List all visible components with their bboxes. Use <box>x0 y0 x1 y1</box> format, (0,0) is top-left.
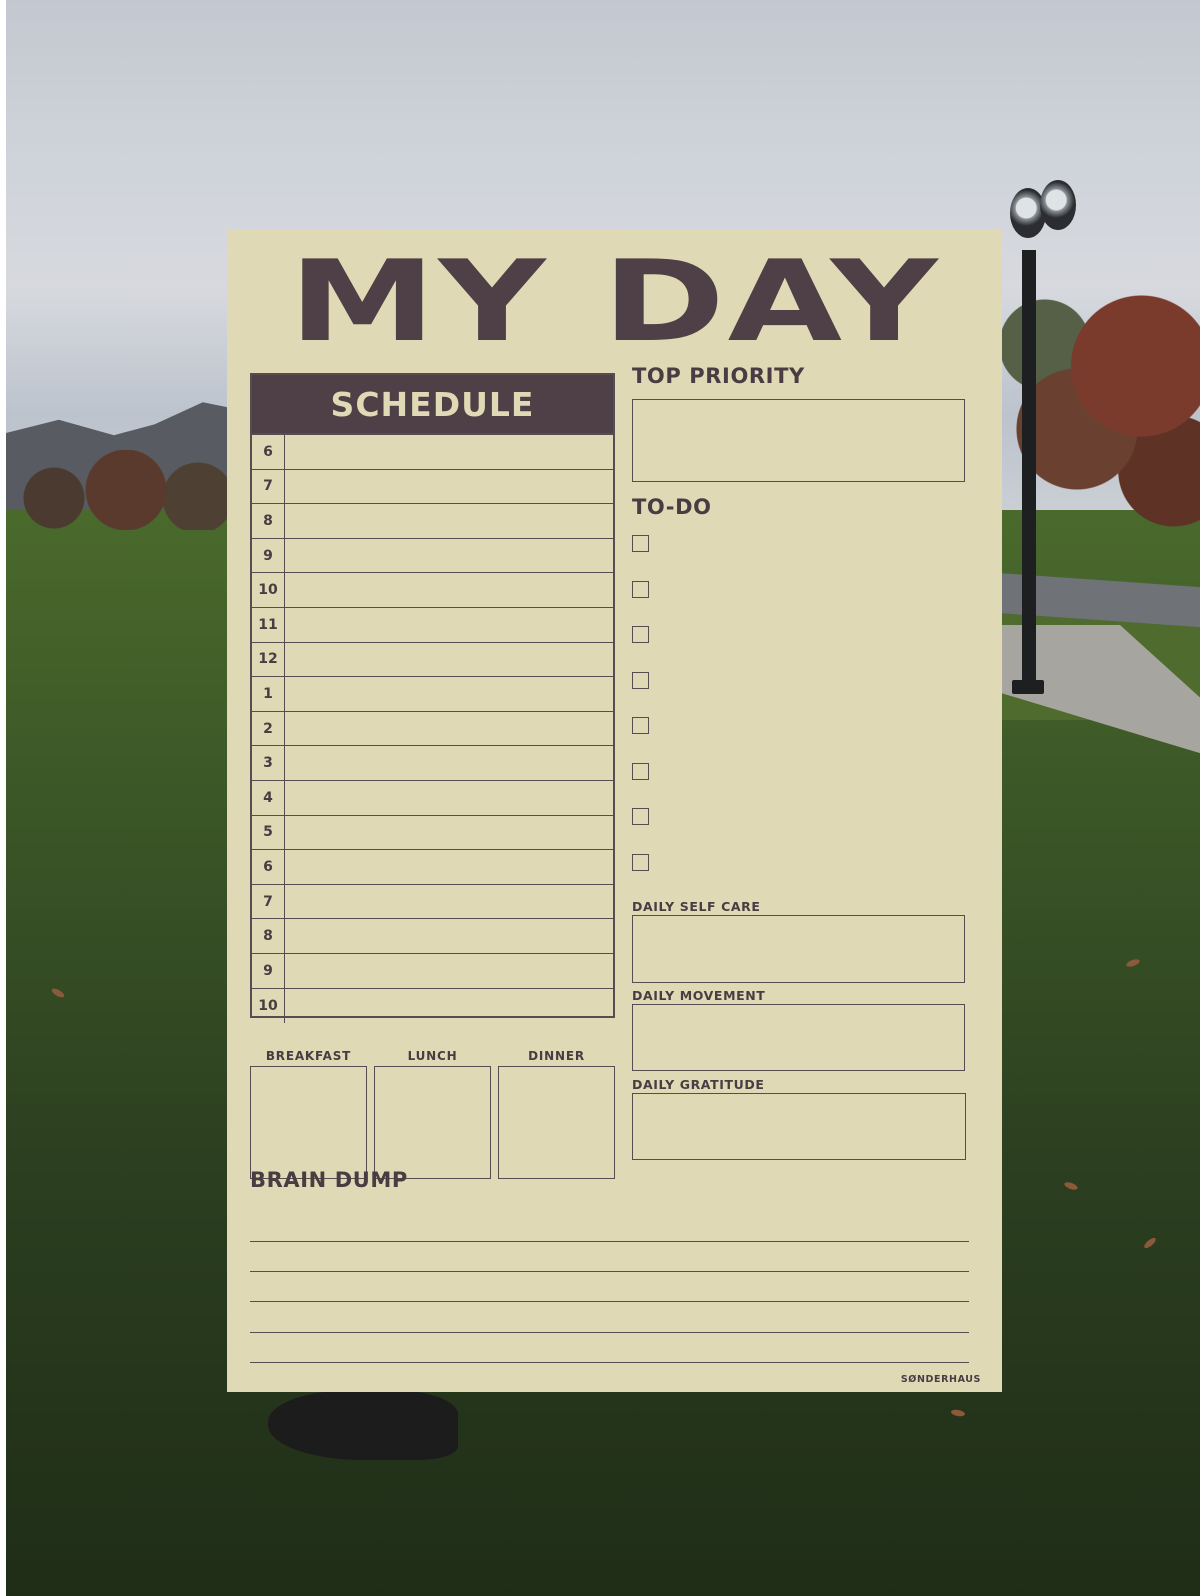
schedule-hour: 9 <box>252 954 285 988</box>
schedule-row <box>252 539 613 574</box>
todo-checkbox[interactable] <box>632 854 649 871</box>
todo-item <box>632 763 649 809</box>
schedule-hour: 12 <box>252 643 285 677</box>
meal-box-dinner[interactable] <box>498 1066 615 1179</box>
todo-item <box>632 535 649 581</box>
schedule-row <box>252 989 613 1024</box>
schedule-hour: 8 <box>252 504 285 538</box>
schedule-slot[interactable] <box>285 885 613 919</box>
daily-movement-heading: DAILY MOVEMENT <box>632 988 766 1003</box>
page-title: MY DAY <box>288 237 941 367</box>
meal-label-breakfast: BREAKFAST <box>265 1049 352 1063</box>
schedule-row <box>252 746 613 781</box>
schedule-row <box>252 677 613 712</box>
todo-item <box>632 808 649 854</box>
todo-checkbox[interactable] <box>632 717 649 734</box>
schedule-hour: 9 <box>252 539 285 573</box>
schedule-slot[interactable] <box>285 470 613 504</box>
schedule-hour: 11 <box>252 608 285 642</box>
daily-gratitude-box[interactable] <box>632 1093 966 1160</box>
todo-checkbox[interactable] <box>632 763 649 780</box>
todo-item <box>632 626 649 672</box>
schedule-hour: 10 <box>252 573 285 607</box>
top-priority-box[interactable] <box>632 399 965 482</box>
schedule-hour: 8 <box>252 919 285 953</box>
schedule-row <box>252 643 613 678</box>
schedule-slot[interactable] <box>285 573 613 607</box>
schedule-row <box>252 608 613 643</box>
schedule-row <box>252 781 613 816</box>
schedule-slot[interactable] <box>285 608 613 642</box>
shoe <box>268 1390 458 1460</box>
todo-checkbox[interactable] <box>632 626 649 643</box>
daily-self-care-box[interactable] <box>632 915 965 983</box>
schedule-row <box>252 573 613 608</box>
tree-line <box>6 450 246 530</box>
schedule-slot[interactable] <box>285 677 613 711</box>
schedule-slot[interactable] <box>285 643 613 677</box>
schedule-row <box>252 885 613 920</box>
schedule-slot[interactable] <box>285 435 613 469</box>
schedule-hour: 1 <box>252 677 285 711</box>
brain-dump-line[interactable] <box>250 1332 969 1333</box>
brain-dump-line[interactable] <box>250 1301 969 1302</box>
todo-checkbox[interactable] <box>632 581 649 598</box>
brand-mark: SØNDERHAUS <box>900 1374 981 1385</box>
schedule-row <box>252 954 613 989</box>
meal-label-dinner: DINNER <box>528 1049 585 1063</box>
schedule-slot[interactable] <box>285 954 613 988</box>
meal-label-lunch: LUNCH <box>407 1049 458 1063</box>
schedule-hour: 10 <box>252 989 285 1024</box>
todo-item <box>632 854 649 900</box>
schedule-hour: 7 <box>252 885 285 919</box>
brain-dump-line[interactable] <box>250 1271 969 1272</box>
meal-lunch <box>374 1047 491 1187</box>
daily-movement-box[interactable] <box>632 1004 965 1071</box>
schedule-slot[interactable] <box>285 539 613 573</box>
meal-box-lunch[interactable] <box>374 1066 491 1179</box>
schedule-slot[interactable] <box>285 816 613 850</box>
schedule-hour: 5 <box>252 816 285 850</box>
brain-dump-line[interactable] <box>250 1362 969 1363</box>
todo-checkbox[interactable] <box>632 672 649 689</box>
planner-sheet <box>227 229 1002 1392</box>
schedule-row <box>252 816 613 851</box>
lamp-post-base <box>1012 680 1044 694</box>
daily-gratitude-heading: DAILY GRATITUDE <box>632 1077 765 1092</box>
schedule-hour: 6 <box>252 435 285 469</box>
todo-item <box>632 717 649 763</box>
meal-breakfast <box>250 1047 367 1187</box>
schedule-slot[interactable] <box>285 712 613 746</box>
schedule-slot[interactable] <box>285 989 613 1024</box>
todo-heading: TO-DO <box>632 495 712 519</box>
schedule-hour: 3 <box>252 746 285 780</box>
schedule-slot[interactable] <box>285 919 613 953</box>
meal-box-breakfast[interactable] <box>250 1066 367 1179</box>
todo-checkbox[interactable] <box>632 535 649 552</box>
schedule-hour: 2 <box>252 712 285 746</box>
schedule-rows <box>252 435 613 1023</box>
schedule-slot[interactable] <box>285 850 613 884</box>
schedule-row <box>252 504 613 539</box>
todo-checkbox[interactable] <box>632 808 649 825</box>
brain-dump-heading: BRAIN DUMP <box>250 1168 408 1192</box>
schedule-hour: 7 <box>252 470 285 504</box>
meal-dinner <box>498 1047 615 1187</box>
daily-self-care-heading: DAILY SELF CARE <box>632 899 761 914</box>
schedule-hour: 4 <box>252 781 285 815</box>
todo-item <box>632 672 649 718</box>
schedule-row <box>252 919 613 954</box>
todo-item <box>632 581 649 627</box>
top-priority-heading: TOP PRIORITY <box>632 364 805 388</box>
schedule-slot[interactable] <box>285 746 613 780</box>
meals-section <box>250 1047 615 1187</box>
lamp-head <box>1010 180 1082 242</box>
schedule-table <box>250 373 615 1018</box>
schedule-row <box>252 712 613 747</box>
brain-dump-line[interactable] <box>250 1241 969 1242</box>
schedule-row <box>252 435 613 470</box>
schedule-row <box>252 850 613 885</box>
schedule-hour: 6 <box>252 850 285 884</box>
schedule-row <box>252 470 613 505</box>
todo-list <box>632 535 649 899</box>
schedule-heading: SCHEDULE <box>252 375 613 435</box>
schedule-slot[interactable] <box>285 781 613 815</box>
schedule-slot[interactable] <box>285 504 613 538</box>
